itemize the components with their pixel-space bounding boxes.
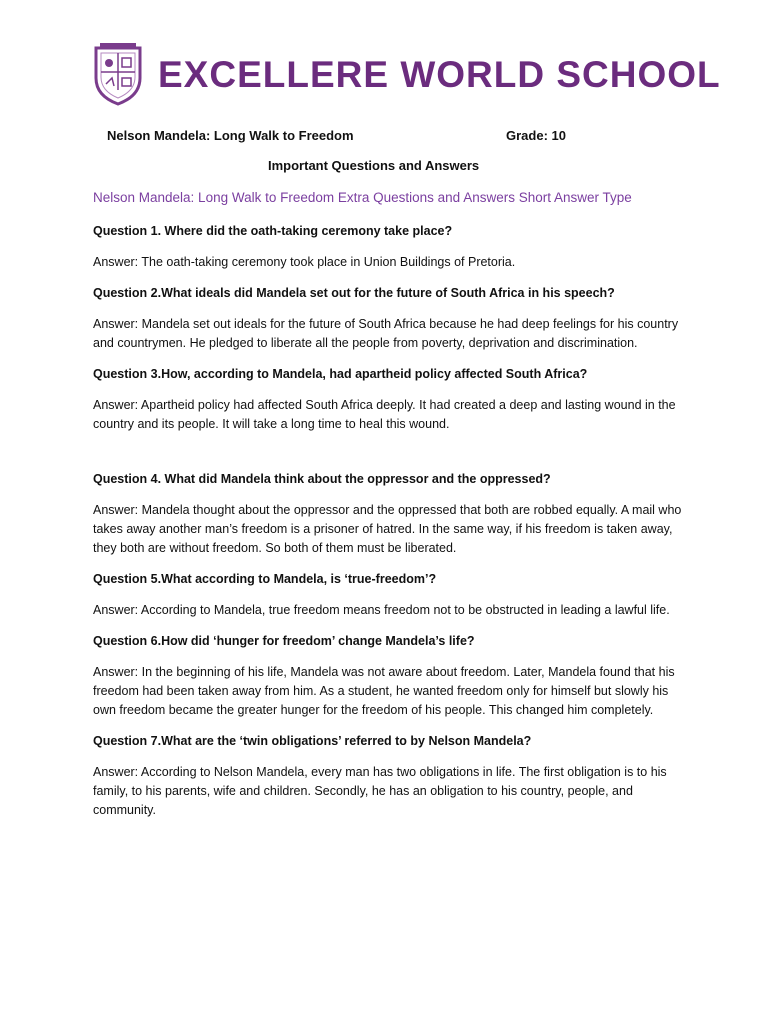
answer-text: Answer: Apartheid policy had affected South Africa deeply. It had created a deep and lasting wound in the country and its people. It will take a long time to heal this wound. [93,398,676,431]
answer-text: Answer: According to Nelson Mandela, every man has two obligations in life. The first obligation is to his family, to his parents, wife and children. Secondly, he has an obligation to his country, people, and community. [93,765,667,817]
question-text: Question 3.How, according to Mandela, had apartheid policy affected South Africa? [93,367,588,381]
qa-item [93,732,683,820]
answer-text: Answer: Mandela thought about the oppressor and the oppressed that both are robbed equally. A mail who takes away another man’s freedom is a prisoner of hatred. In the same way, if his freedom is taken away, they both are without freedom. So both of them must be liberated. [93,503,682,555]
answer-text: Answer: In the beginning of his life, Mandela was not aware about freedom. Later, Mandela found that his freedom had been taken away from him. As a student, he wanted freedom only for himself but slowly his own freedom became the greater hunger for the freedom of his people. This changed him completely. [93,665,675,717]
answer-text: Answer: Mandela set out ideals for the future of South Africa because he had deep feelings for his country and countrymen. He pledged to liberate all the people from poverty, deprivation and discrimination. [93,317,679,350]
school-name: EXCELLERE WORLD SCHOOL [158,54,721,95]
school-header [90,42,740,110]
qa-item [93,222,683,272]
chapter-title: Nelson Mandela: Long Walk to Freedom [107,128,354,143]
section-heading: Nelson Mandela: Long Walk to Freedom Extra Questions and Answers Short Answer Type [93,190,632,205]
answer-text: Answer: According to Mandela, true freedom means freedom not to be obstructed in leading a lawful life. [93,603,670,617]
question-text: Question 2.What ideals did Mandela set out for the future of South Africa in his speech? [93,286,615,300]
spacer [93,446,683,470]
question-text: Question 5.What according to Mandela, is ‘true-freedom’? [93,572,437,586]
qa-list [93,222,683,832]
document-subtitle: Important Questions and Answers [268,158,480,173]
answer-text: Answer: The oath-taking ceremony took place in Union Buildings of Pretoria. [93,255,516,269]
qa-item [93,570,683,620]
qa-item [93,632,683,720]
qa-item [93,284,683,353]
school-crest-icon [90,42,146,106]
question-text: Question 1. Where did the oath-taking ceremony take place? [93,224,453,238]
grade-label: Grade: 10 [506,128,566,143]
question-text: Question 7.What are the ‘twin obligations’ referred to by Nelson Mandela? [93,734,532,748]
qa-item [93,470,683,558]
question-text: Question 6.How did ‘hunger for freedom’ change Mandela’s life? [93,634,475,648]
question-text: Question 4. What did Mandela think about the oppressor and the oppressed? [93,472,551,486]
qa-item [93,365,683,434]
